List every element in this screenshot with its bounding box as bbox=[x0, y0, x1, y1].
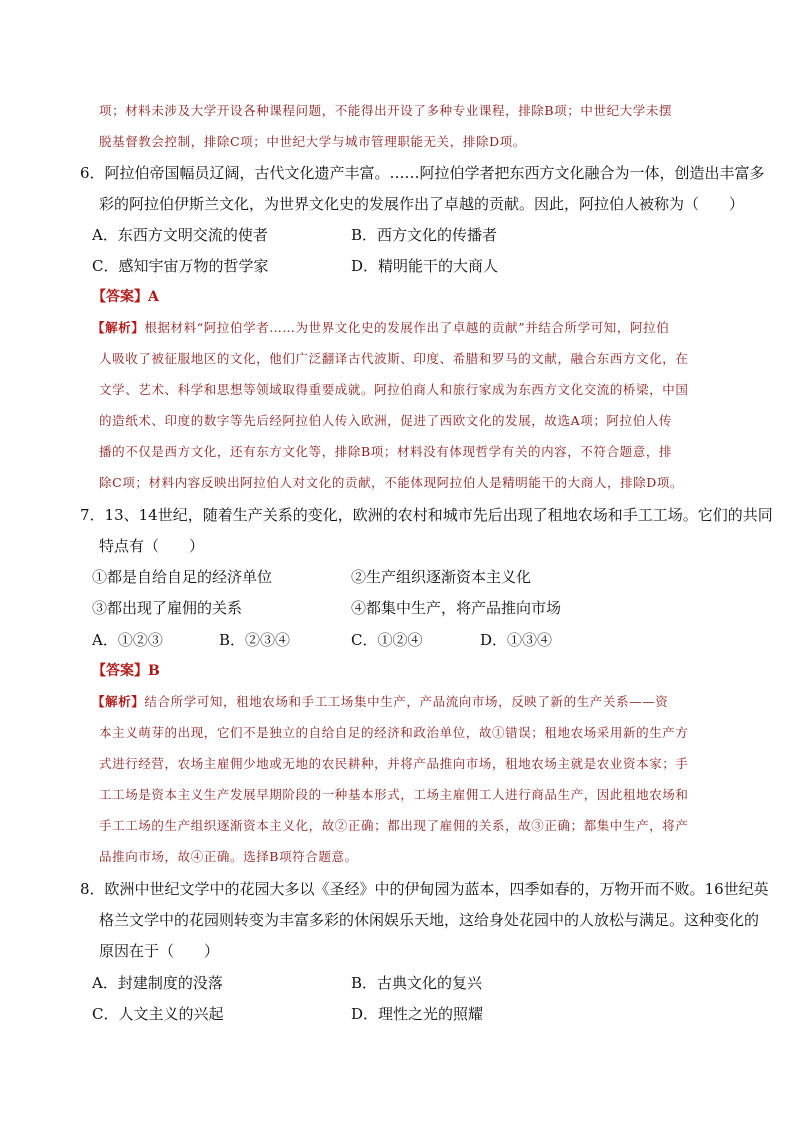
q7-analysis-line-5: 手工工场的生产组织逐渐资本主义化，故②正确；都出现了雇佣的关系，故③正确；都集中生产，将产 bbox=[99, 818, 689, 833]
q6-option-a: A．东西方文明交流的使者 bbox=[92, 226, 268, 244]
prev-analysis-line-1: 项；材料未涉及大学开设各种课程问题，不能得出开设了多种专业课程，排除B项；中世纪大学未摆 bbox=[99, 103, 673, 118]
q6-stem-line-1: 6．阿拉伯帝国幅员辽阔，古代文化遗产丰富。……阿拉伯学者把东西方文化融合为一体，创造出丰富多 bbox=[80, 164, 765, 182]
q6-analysis-line-5: 播的不仅是西方文化，还有东方文化等，排除B项；材料没有体现哲学有关的内容，不符合题意，排 bbox=[99, 444, 673, 459]
q7-option-d: D．①③④ bbox=[480, 631, 553, 649]
q6-analysis-line-1 bbox=[92, 318, 669, 338]
q8-stem-line-1: 8．欧洲中世纪文学中的花园大多以《圣经》中的伊甸园为蓝本，四季如春的，万物开而不败。16世纪英 bbox=[80, 880, 769, 898]
prev-analysis-line-2: 脱基督教会控制，排除C项；中世纪大学与城市管理职能无关，排除D项。 bbox=[99, 134, 526, 149]
q6-analysis-label: 【解析】 bbox=[92, 320, 145, 335]
q7-item-2: ②生产组织逐渐资本主义化 bbox=[351, 568, 532, 586]
q7-analysis-line-6: 品推向市场，故④正确。选择B项符合题意。 bbox=[99, 849, 358, 864]
q6-option-d: D．精明能干的大商人 bbox=[351, 257, 499, 275]
q6-option-b: B．西方文化的传播者 bbox=[351, 226, 498, 244]
q7-option-c: C．①②④ bbox=[351, 631, 423, 649]
q6-analysis-text-1: 根据材料“阿拉伯学者……为世界文化史的发展作出了卓越的贡献”并结合所学可知，阿拉伯 bbox=[144, 320, 670, 335]
q7-option-b: B．②③④ bbox=[219, 631, 291, 649]
q8-option-a: A．封建制度的没落 bbox=[92, 974, 223, 992]
q7-stem-line-1: 7．13、14世纪，随着生产关系的变化，欧洲的农村和城市先后出现了租地农场和手工工场。它们的共同 bbox=[80, 506, 773, 524]
q7-analysis-line-1 bbox=[92, 692, 668, 712]
q7-answer: 【答案】B bbox=[92, 663, 160, 679]
q6-analysis-line-4: 的造纸术、印度的数字等先后经阿拉伯人传入欧洲，促进了西欧文化的发展，故选A项；阿拉伯人传 bbox=[99, 413, 672, 428]
q7-analysis-line-3: 式进行经营，农场主雇佣少地或无地的农民耕种，并将产品推向市场，租地农场主就是农业资本家；手 bbox=[99, 756, 689, 771]
q7-option-a: A．①②③ bbox=[92, 631, 163, 649]
q6-analysis-line-6: 除C项；材料内容反映出阿拉伯人对文化的贡献，不能体现阿拉伯人是精明能干的大商人，排除D项。 bbox=[99, 475, 684, 490]
q6-answer: 【答案】A bbox=[92, 289, 159, 305]
q6-stem-line-2: 彩的阿拉伯伊斯兰文化，为世界文化史的发展作出了卓越的贡献。因此，阿拉伯人被称为（ ） bbox=[99, 195, 745, 213]
q7-stem-line-2: 特点有（ ） bbox=[99, 537, 205, 555]
q8-option-b: B．古典文化的复兴 bbox=[351, 974, 483, 992]
q8-option-d: D．理性之光的照耀 bbox=[351, 1005, 484, 1023]
q6-analysis-line-3: 文学、艺术、科学和思想等领域取得重要成就。阿拉伯商人和旅行家成为东西方文化交流的桥梁，中国 bbox=[99, 382, 689, 397]
q7-analysis-label: 【解析】 bbox=[92, 694, 145, 709]
q6-option-c: C．感知宇宙万物的哲学家 bbox=[92, 257, 269, 275]
q8-option-c: C．人文主义的兴起 bbox=[92, 1005, 224, 1023]
q7-analysis-line-4: 工工场是资本主义生产发展早期阶段的一种基本形式，工场主雇佣工人进行商品生产，因此租地农场和 bbox=[99, 787, 689, 802]
q8-stem-line-3: 原因在于（ ） bbox=[99, 942, 220, 960]
q7-analysis-text-1: 结合所学可知，租地农场和手工工场集中生产，产品流向市场，反映了新的生产关系——资 bbox=[144, 694, 669, 709]
q6-analysis-line-2: 人吸收了被征服地区的文化，他们广泛翻译古代波斯、印度、希腊和罗马的文献，融合东西方文化，在 bbox=[99, 351, 689, 366]
q7-item-4: ④都集中生产，将产品推向市场 bbox=[351, 599, 562, 617]
q8-stem-line-2: 格兰文学中的花园则转变为丰富多彩的休闲娱乐天地，这给身处花园中的人放松与满足。这种变化的 bbox=[99, 911, 760, 929]
q7-item-3: ③都出现了雇佣的关系 bbox=[92, 599, 243, 617]
q7-item-1: ①都是自给自足的经济单位 bbox=[92, 568, 273, 586]
q7-analysis-line-2: 本主义萌芽的出现，它们不是独立的自给自足的经济和政治单位，故①错误；租地农场采用新的生产方 bbox=[99, 725, 689, 740]
